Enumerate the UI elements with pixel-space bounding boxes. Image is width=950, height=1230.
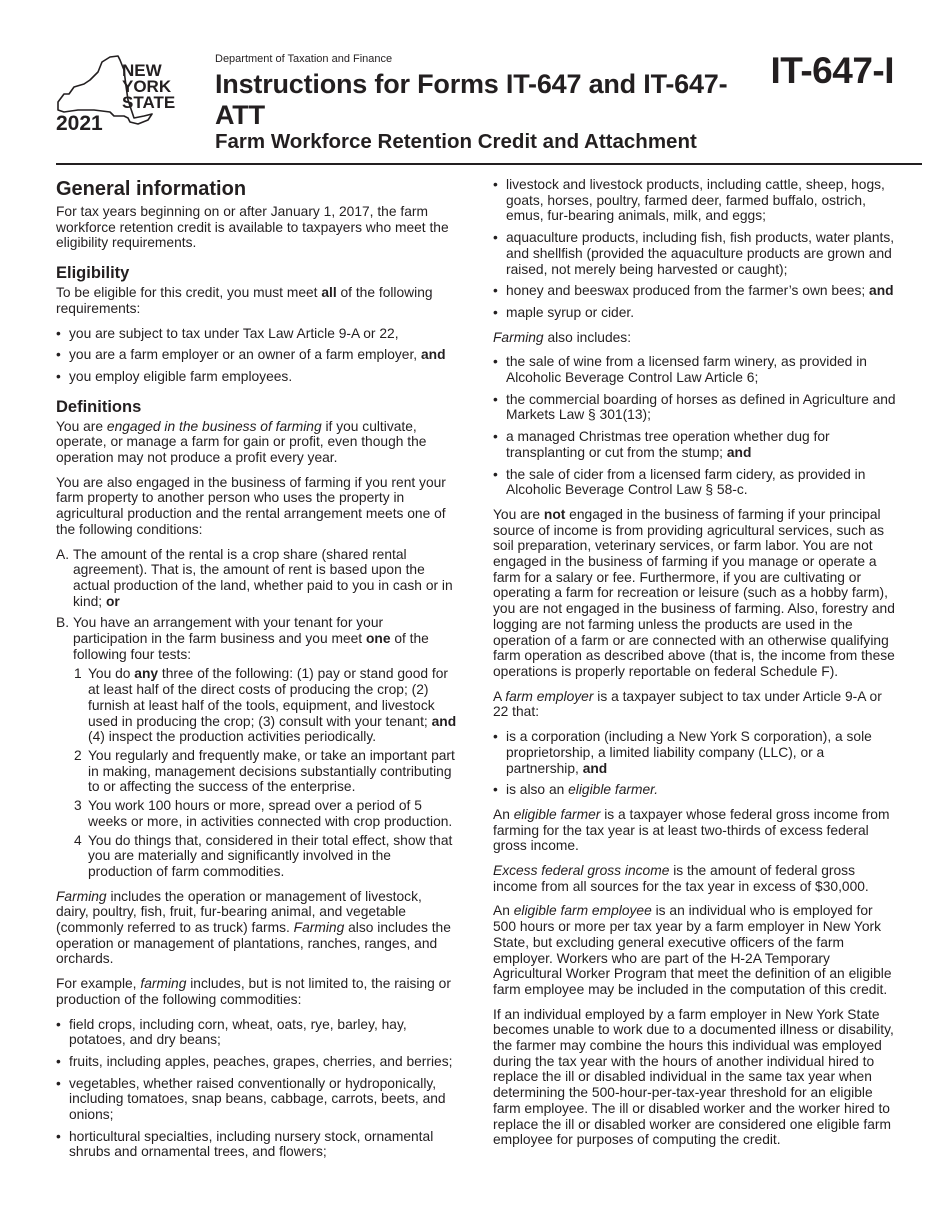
right-column	[493, 177, 897, 1157]
list-item: B. You have an arrangement with your tenant for your participation in the farm business and you meet one of the following four tests: 1 You do any three of the following: (1) pay or stand good for at least half of the direct costs of producing the crop; (2) furnish at least half of the tools, equipment, and livestock used in producing the crop; (3) consult with your tenant; and (4) inspect the production activities periodically. 2 You regularly and frequently make, or take an important part in making, management decisions substantially contributing to or affecting the success of the enterprise. 3 You work 100 hours or more, spread over a period of 5 weeks or more, in activities connected with crop production. 4 You do things that, considered in their total effect, show that you are materially and significantly involved in the production of farm commodities.	[56, 615, 457, 879]
farm-employer-list	[493, 729, 897, 798]
nys-logo	[54, 52, 184, 134]
list-item: 1 You do any three of the following: (1) pay or stand good for at least half of the direct costs of producing the crop; (2) furnish at least half of the tools, equipment, and livestock used in producing the crop; (3) consult with your tenant; and (4) inspect the production activities periodically.	[74, 666, 457, 745]
farm-employer-paragraph: A farm employer is a taxpayer subject to tax under Article 9-A or 22 that:	[493, 688, 882, 720]
excess-income-paragraph: Excess federal gross income is the amount of federal gross income from all sources for the tax year in excess of $30,000.	[493, 863, 869, 894]
form-number: IT-647-I	[770, 50, 894, 91]
list-item: • maple syrup or cider.	[493, 305, 897, 321]
department-name: Department of Taxation and Finance	[215, 53, 393, 65]
farming-example-paragraph: For example, farming includes, but is not limited to, the raising or production of the following commodities:	[56, 976, 451, 1007]
list-item: • a managed Christmas tree operation whether dug for transplanting or cut from the stump; and	[493, 429, 897, 460]
general-information-text: For tax years beginning on or after January 1, 2017, the farm workforce retention credit is available to taxpayers who meet the eligibility requirements.	[56, 204, 449, 251]
general-information-heading: General information	[56, 178, 247, 200]
farming-also-list	[493, 354, 897, 498]
not-farming-paragraph: You are not engaged in the business of farming if your principal source of income is from providing agricultural services, such as soil preparation, veterinary services, or farm labor. You are not engaged in the business of farming if you manage or operate a farm for a salary or fee. Furthermore, if you are cultivating or operating a farm for recreation or leisure (such as a hobby farm), you are not engaged in the business of farming. Also, forestry and logging are not farming unless the products are used in the operation of a farm or are connected with an otherwise qualifying farm operation as described above (that is, the income from these operations is properly reportable on federal Schedule F).	[493, 506, 895, 679]
new-york-state-map-icon	[54, 52, 184, 134]
eligible-employee-paragraph: An eligible farm employee is an individual who is employed for 500 hours or more per tax year by a farm employer in New York State, but excluding general executive officers of the farm employer. Workers who are part of the H-2A Temporary Agricultural Worker Program that meet the definition of an eligible farm employee may be included in the computation of this credit.	[493, 903, 892, 997]
list-item: 4 You do things that, considered in their total effect, show that you are materially and significantly involved in the production of farm commodities.	[74, 832, 453, 879]
rental-conditions-list	[56, 547, 458, 880]
commodities-list-continued	[493, 177, 897, 321]
list-item: • the sale of cider from a licensed farm cidery, as provided in Alcoholic Beverage Control Law § 58-c.	[493, 467, 897, 498]
list-item: • fruits, including apples, peaches, grapes, cherries, and berries;	[56, 1054, 458, 1070]
definitions-paragraph: You are also engaged in the business of farming if you rent your farm property to another person who uses the property in agricultural production and the rental arrangement meets one of the following conditions:	[56, 474, 446, 537]
eligibility-list	[56, 326, 458, 385]
page-subtitle: Farm Workforce Retention Credit and Attachment	[215, 130, 697, 153]
eligible-farmer-paragraph: An eligible farmer is a taxpayer whose federal gross income from farming for the tax year is at least two-thirds of excess federal gross income.	[493, 806, 890, 854]
list-item: • horticultural specialties, including nursery stock, ornamental shrubs and ornamental trees, and flowers;	[56, 1129, 458, 1160]
definitions-heading: Definitions	[56, 397, 142, 416]
list-item: • is a corporation (including a New York S corporation), a sole proprietorship, a limited liability company (LLC), or a partnership, and	[493, 729, 897, 776]
list-item: • the commercial boarding of horses as defined in Agriculture and Markets Law § 301(13);	[493, 392, 897, 423]
list-item: • field crops, including corn, wheat, oats, rye, barley, hay, potatoes, and dry beans;	[56, 1017, 458, 1048]
list-item: • livestock and livestock products, including cattle, sheep, hogs, goats, horses, poultry, farmed deer, farmed buffalo, ostrich, emus, fur-bearing animals, milk, and eggs;	[493, 177, 897, 224]
left-column	[56, 177, 458, 1169]
illness-paragraph: If an individual employed by a farm employer in New York State becomes unable to work due to a documented illness or disability, the farmer may combine the hours this individual was employed during the tax year with the hours of another individual hired to replace the ill or disabled individual in the same tax year when determining the 500-hour-per-tax-year threshold for an eligible farm employee. The ill or disabled worker and the worker hired to replace the ill or disabled worker are considered one eligible farm employee for purposes of computing the credit.	[493, 1006, 894, 1148]
header-divider	[56, 163, 922, 165]
list-item: A. The amount of the rental is a crop share (shared rental agreement). That is, the amount of rent is based upon the actual production of the land, whether paid to you in cash or in kind; or	[56, 546, 453, 609]
eligibility-heading: Eligibility	[56, 264, 130, 283]
list-item: • honey and beeswax produced from the farmer’s own bees; and	[493, 283, 897, 299]
logo-year: 2021	[56, 112, 103, 134]
list-item: • you are subject to tax under Tax Law Article 9-A or 22,	[56, 326, 458, 342]
list-item: • you are a farm employer or an owner of a farm employer, and	[56, 347, 458, 363]
list-item: 2 You regularly and frequently make, or take an important part in making, management decisions substantially contributing to or affecting the success of the enterprise.	[74, 747, 455, 795]
page-title: Instructions for Forms IT-647 and IT-647-ATT	[215, 69, 728, 130]
farming-also-includes: Farming also includes:	[493, 329, 632, 345]
list-item: 3 You work 100 hours or more, spread over a period of 5 weeks or more, in activities connected with crop production.	[74, 798, 453, 829]
definitions-paragraph: You are engaged in the business of farming if you cultivate, operate, or manage a farm for gain or profit, even though the operation may not produce a profit every year.	[56, 418, 427, 466]
farming-paragraph: Farming includes the operation or management of livestock, dairy, poultry, fish, fruit, fur-bearing animal, and vegetable (commonly referred to as truck) farms. Farming also includes the operation or management of plantations, ranches, ranges, and orchards.	[56, 888, 451, 967]
list-item: • is also an eligible farmer.	[493, 782, 897, 798]
logo-new: NEW	[122, 61, 162, 80]
commodities-list	[56, 1017, 458, 1161]
tests-list	[73, 666, 458, 879]
logo-state: STATE	[122, 93, 176, 112]
list-item: • you employ eligible farm employees.	[56, 369, 458, 385]
logo-york: YORK	[122, 77, 172, 96]
list-item: • the sale of wine from a licensed farm winery, as provided in Alcoholic Beverage Control Law Article 6;	[493, 354, 897, 385]
list-item: • aquaculture products, including fish, fish products, water plants, and shellfish (provided the aquaculture products are grown and raised, not merely being harvested or caught);	[493, 230, 897, 277]
eligibility-intro: To be eligible for this credit, you must meet all of the following requirements:	[56, 285, 433, 316]
list-item: • vegetables, whether raised conventionally or hydroponically, including tomatoes, snap beans, cabbage, carrots, beets, and onions;	[56, 1076, 458, 1123]
